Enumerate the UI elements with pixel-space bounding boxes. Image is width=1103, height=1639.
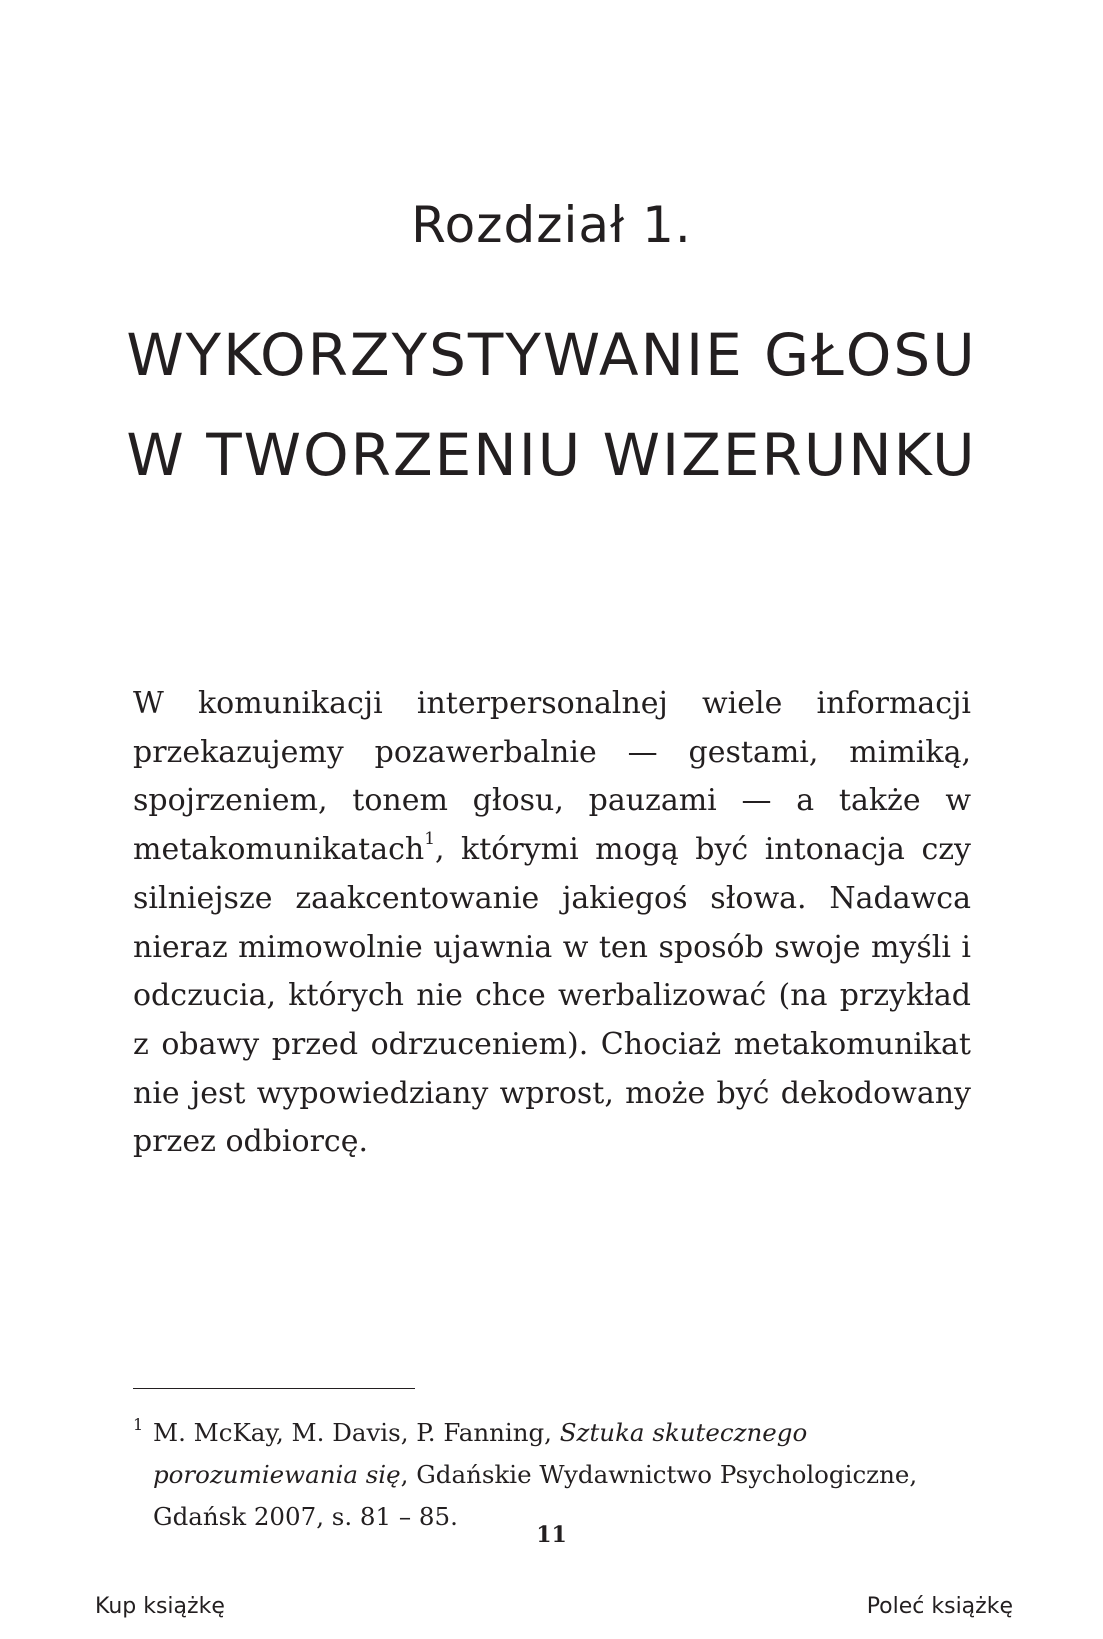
page-number: 11 — [536, 1522, 567, 1548]
footnote-number: 1 — [133, 1415, 144, 1434]
buy-book-link[interactable]: Kup książkę — [95, 1594, 225, 1619]
chapter-title-line-1: WYKORZYSTYWANIE GŁOSU — [126, 321, 977, 389]
footnote-publication-details: , Gdańskie Wydawnictwo Psychologiczne, Gdańsk 2007, s. 81 – 85. — [153, 1460, 918, 1531]
footnote-authors: M. McKay, M. Davis, P. Fanning, — [153, 1418, 560, 1447]
recommend-book-link[interactable]: Poleć książkę — [866, 1594, 1013, 1619]
chapter-title — [0, 305, 1103, 505]
footnote-book-title: Sztuka skutecznego porozumiewania się — [153, 1418, 808, 1489]
footnote-divider — [133, 1388, 415, 1389]
footnote-reference[interactable]: 1 — [424, 829, 436, 850]
chapter-label: Rozdział 1. — [411, 196, 692, 254]
body-paragraph — [133, 680, 971, 1167]
chapter-title-line-2: W TWORZENIU WIZERUNKU — [126, 421, 977, 489]
paragraph-text-part-1: W komunikacji interpersonalnej wiele informacji przekazujemy pozawerbalnie — gestami, mimiką, spojrzeniem, tonem głosu, pauzami — a także w metakomunikatach — [133, 686, 971, 868]
paragraph — [133, 680, 971, 1167]
footnote — [133, 1412, 973, 1538]
paragraph-text-part-2: , którymi mogą być intonacja czy silniejsze zaakcentowanie jakiegoś słowa. Nadawca nieraz mimowolnie ujawnia w ten sposób swoje myśli i odczucia, których nie chce werbalizować (na przykład z obawy przed odrzuceniem). Chociaż metakomunikat nie jest wypowiedziany wprost, może być dekodowany przez odbiorcę. — [133, 832, 971, 1160]
